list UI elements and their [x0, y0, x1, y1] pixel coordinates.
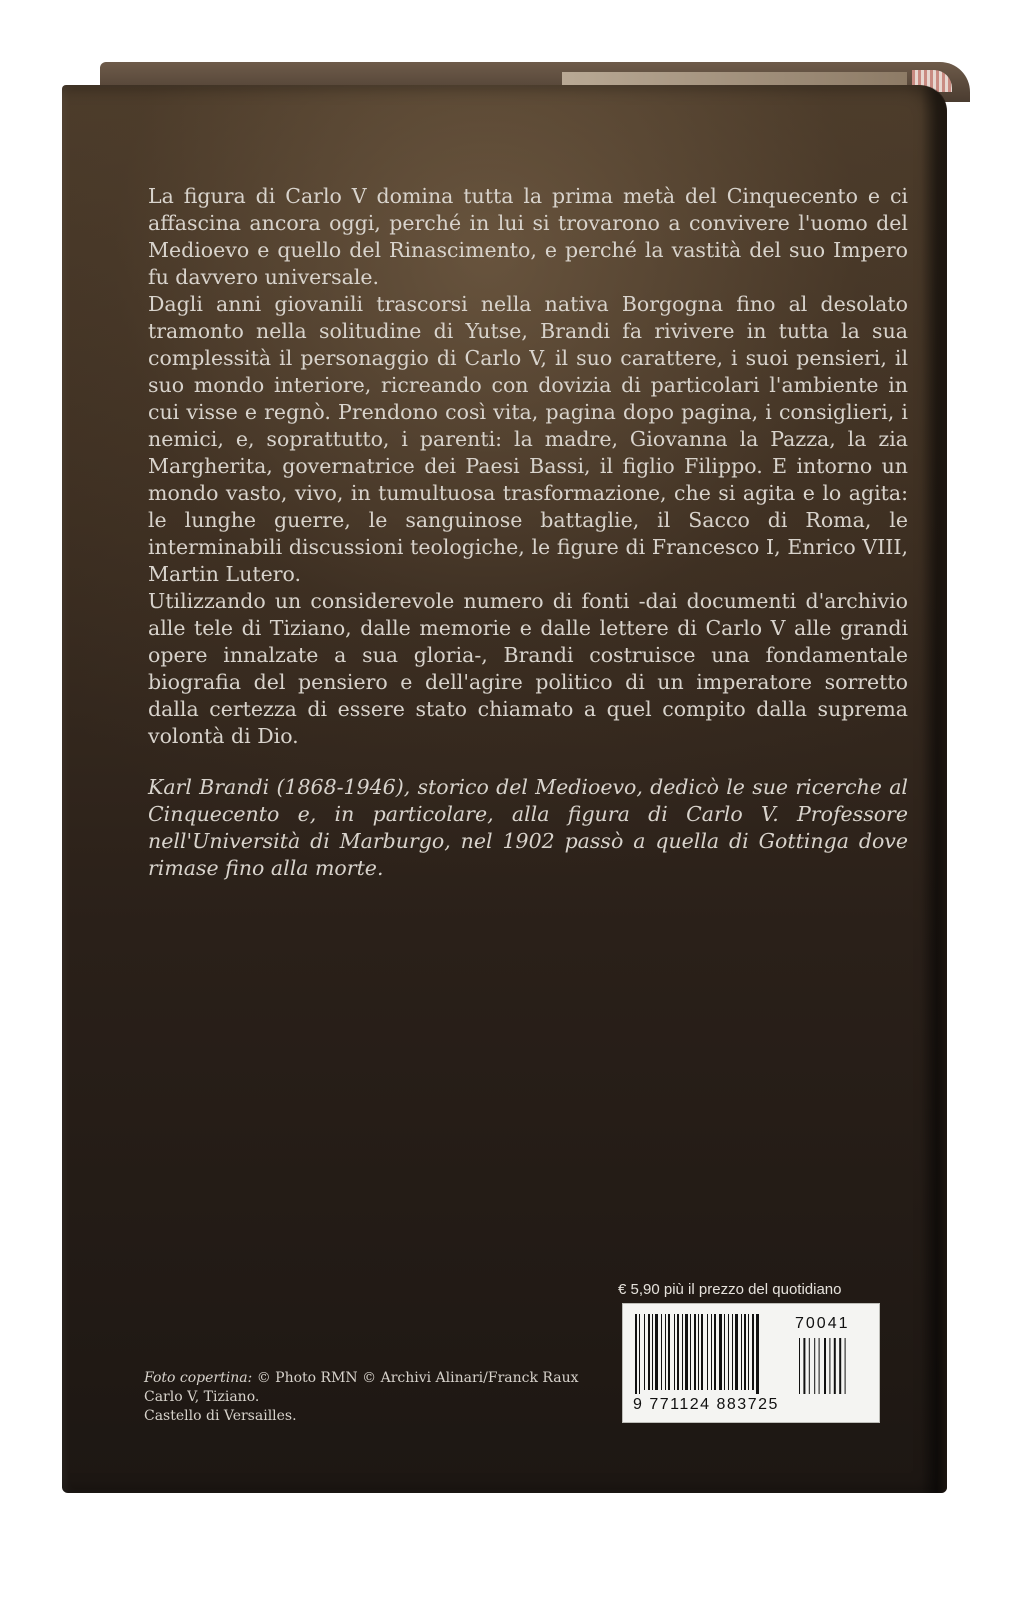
- barcode-bar: [698, 1314, 699, 1390]
- barcode-bar: [694, 1314, 696, 1390]
- credits-label: Foto copertina:: [144, 1370, 253, 1386]
- barcode-bar: [674, 1314, 675, 1390]
- blurb-text: [148, 183, 908, 882]
- barcode-bar: [690, 1314, 691, 1390]
- barcode-bar: [668, 1314, 670, 1390]
- blurb-paragraph-1: La figura di Carlo V domina tutta la prima metà del Cinquecento e ci affascina ancora oggi, perché in lui si trovarono a convivere l'uomo del Medioevo e quello del Rinascimento, e perché la vastità del suo Impero fu davvero universale.: [148, 184, 908, 289]
- barcode-addon-bar: [824, 1338, 826, 1394]
- barcode-bar: [724, 1314, 725, 1390]
- author-bio: Karl Brandi (1868-1946), storico del Medioevo, dedicò le sue ricerche al Cinquecento e, in particolare, alla figura di Carlo V. Professore nell'Università di Marburgo, nel 1902 passò a quella di Gottinga dove rimase fino alla morte.: [148, 775, 908, 880]
- barcode-bar: [635, 1314, 637, 1394]
- barcode-bar: [648, 1314, 650, 1390]
- barcode-bar: [707, 1314, 708, 1390]
- barcode-addon: 70041: [795, 1315, 850, 1332]
- barcode-bar: [748, 1314, 749, 1390]
- barcode-bar: [756, 1314, 759, 1394]
- barcode-bar: [677, 1314, 679, 1390]
- credits-line-3: Castello di Versailles.: [144, 1408, 297, 1424]
- barcode-bar: [744, 1314, 746, 1390]
- credits-line-1: [144, 1369, 614, 1388]
- barcode-addon-bar: [839, 1338, 841, 1394]
- credits-line-2: Carlo V, Tiziano.: [144, 1389, 260, 1405]
- barcode-addon-bar: [799, 1338, 800, 1394]
- barcode-addon-bar: [819, 1338, 820, 1394]
- barcode-number: 9 771124 883725: [633, 1396, 779, 1413]
- barcode-bar: [752, 1314, 754, 1390]
- price-label: € 5,90 più il prezzo del quotidiano: [618, 1281, 842, 1298]
- barcode-bar: [661, 1314, 662, 1390]
- barcode-bar: [741, 1314, 742, 1390]
- barcode-bar: [652, 1314, 653, 1390]
- barcode-bar: [714, 1314, 716, 1390]
- credits-source: © Photo RMN © Archivi Alinari/Franck Raux: [256, 1370, 579, 1386]
- barcode-bar: [655, 1314, 658, 1390]
- barcode-bar: [639, 1314, 640, 1394]
- barcode-addon-bar: [829, 1338, 830, 1394]
- barcode-bar: [728, 1314, 729, 1390]
- barcode-bar: [682, 1314, 683, 1390]
- barcode-bar: [644, 1314, 645, 1390]
- barcode-bar: [665, 1314, 666, 1390]
- blurb-paragraph-3: Utilizzando un considerevole numero di fonti -dai documenti d'archivio alle tele di Tiziano, dalle memorie e dalle lettere di Carlo V alle grandi opere innalzate a sua gloria-, Brandi costruisce una fondamentale biografia del pensiero e dell'agire politico di un imperatore sorretto dalla certezza di essere stato chiamato a quel compito dalla suprema volontà di Dio.: [148, 589, 908, 748]
- barcode-addon-bar: [845, 1338, 846, 1394]
- photo-credits: [144, 1369, 614, 1426]
- barcode-sticker: [622, 1303, 880, 1423]
- barcode-addon-bar: [834, 1338, 836, 1394]
- barcode-addon-bar: [814, 1338, 815, 1394]
- blurb-paragraph-2: Dagli anni giovanili trascorsi nella nativa Borgogna fino al desolato tramonto nella solitudine di Yutse, Brandi fa rivivere in tutta la sua complessità il personaggio di Carlo V, il suo carattere, i suoi pensieri, il suo mondo interiore, ricreando con dovizia di particolari l'ambiente in cui visse e regnò. Prendono così vita, pagina dopo pagina, i consiglieri, i nemici, e, soprattutto, i parenti: la madre, Giovanna la Pazza, la zia Margherita, governatrice dei Paesi Bassi, il figlio Filippo. E intorno un mondo vasto, vivo, in tumultuosa trasformazione, che si agita e lo agita: le lunghe guerre, le sanguinose battaglie, il Sacco di Roma, le interminabili discussioni teologiche, le figure di Francesco I, Enrico VIII, Martin Lutero.: [148, 292, 908, 586]
- spine-shadow: [921, 85, 947, 1493]
- barcode-bar: [732, 1314, 733, 1390]
- barcode-addon-bar: [809, 1338, 810, 1394]
- barcode-bar: [701, 1314, 703, 1390]
- book-back-cover: [62, 85, 947, 1493]
- barcode-bar: [711, 1314, 712, 1390]
- barcode-bar: [735, 1314, 738, 1390]
- barcode-addon-bar: [803, 1338, 805, 1394]
- barcode-bar: [685, 1314, 688, 1390]
- barcode-bar: [719, 1314, 722, 1390]
